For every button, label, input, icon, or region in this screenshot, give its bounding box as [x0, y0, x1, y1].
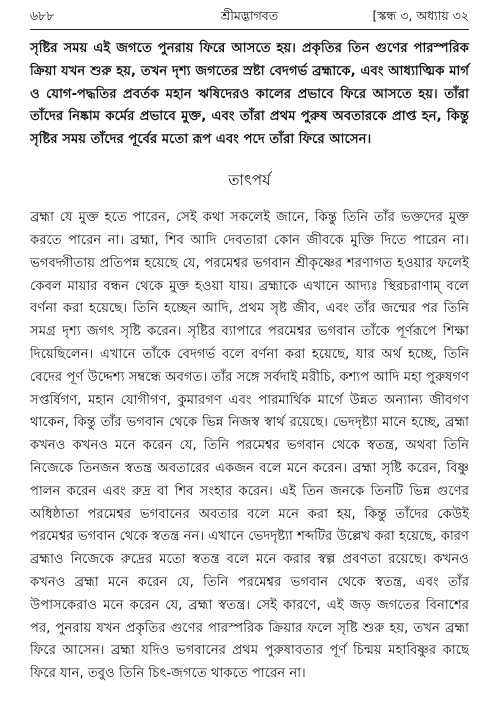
header-rule: [30, 29, 469, 30]
purport-paragraph: ব্রহ্মা যে মুক্ত হতে পারেন, সেই কথা সকলেই জানে, কিন্তু তিনি তাঁর ভক্তদের মুক্ত করতে পারেন না। ব্রহ্মা, শিব আদি দেবতারা কোন জীবকে মুক্তি দিতে পারেন না। ভগবদ্গীতায় প্রতিপন্ন হয়েছে যে, পরমেশ্বর ভগবান শ্রীকৃষ্ণের শরণাগত হওয়ার ফলেই কেবল মায়ার বন্ধন থেকে মুক্ত হওয়া যায়। ব্রহ্মাকে এখানে আদ্যঃ স্থিরচরাণাম্‌ বলে বর্ণনা করা হয়েছে। তিনি হচ্ছেন আদি, প্রথম সৃষ্ট জীব, এবং তাঁর জন্মের পর তিনি সমগ্র দৃশ্য জগৎ সৃষ্টি করেন। সৃষ্টির ব্যাপারে পরমেশ্বর ভগবান তাঁকে পূর্ণরূপে শিক্ষা দিয়েছিলেন। এখানে তাঁকে বেদগর্ভ বলে বর্ণনা করা হয়েছে, যার অর্থ হচ্ছে, তিনি বেদের পূর্ণ উদ্দেশ্য সম্বন্ধে অবগত। তাঁর সঙ্গে সর্বদাই মরীচি, কশ্যপ আদি মহা পুরুষগণ সপ্তর্ষিগণ, মহান যোগীগণ, কুমারগণ এবং পারমার্থিক মার্গে উন্নত অন্যান্য জীবগণ থাকেন, কিন্তু তাঁর ভগবান থেকে ভিন্ন নিজস্ব স্বার্থ রয়েছে। ভেদদৃষ্ট্যা মানে হচ্ছে, ব্রহ্মা কখনও কখনও মনে করেন যে, তিনি পরমেশ্বর ভগবান থেকে স্বতন্ত্র, অথবা তিনি নিজেকে তিনজন স্বতন্ত্র অবতারের একজন বলে মনে করেন। ব্রহ্মা সৃষ্টি করেন, বিষ্ণু পালন করেন এবং রুদ্র বা শিব সংহার করেন। এই তিন জনকে তিনটি ভিন্ন গুণের অধিষ্ঠাতা পরমেশ্বর ভগবানের অবতার বলে মনে করা হয়, কিন্তু তাঁদের কেউই পরমেশ্বর ভগবান থেকে স্বতন্ত্র নন। এখানে ভেদদৃষ্ট্যা শব্দটির উল্লেখ করা হয়েছে, কারণ ব্রহ্মাও নিজেকে রুদ্রের মতো স্বতন্ত্র বলে মনে করার স্বল্প প্রবণতা রয়েছে। কখনও কখনও ব্রহ্মা মনে করেন যে, তিনি পরমেশ্বর ভগবান থেকে স্বতন্ত্র, এবং তাঁর উপাসকেরাও মনে করেন যে, ব্রহ্মা স্বতন্ত্র। সেই কারণে, এই জড় জগতের বিনাশের পর, পুনরায় যখন প্রকৃতির গুণের পারস্পরিক ক্রিয়ার ফলে সৃষ্টি শুরু হয়, তখন ব্রহ্মা ফিরে আসেন। ব্রহ্মা যদিও ভগবানের প্রথম পুরুষাবতার পূর্ণ চিন্ময় মহাবিষ্ণুর কাছে ফিরে যান, তবুও তিনি চিৎ-জগতে থাকতে পারেন না।: [30, 210, 469, 682]
book-title: শ্রীমদ্ভাগবত: [220, 8, 279, 23]
section-reference: [স্কন্ধ ৩, অধ্যায় ৩২: [372, 8, 469, 23]
running-header: [30, 0, 469, 28]
page-number: ৬৮৮: [30, 8, 55, 23]
purport-heading: তাৎপর্য: [228, 170, 271, 189]
translation-paragraph: সৃষ্টির সময় এই জগতে পুনরায় ফিরে আসতে হয়। প্রকৃতির তিন গুণের পারস্পরিক ক্রিয়া যখন শুরু হয়, তখন দৃশ্য জগতের স্রষ্টা বেদগর্ভ ব্রহ্মাকে, এবং আধ্যাত্মিক মার্গ ও যোগ-পদ্ধতির প্রবর্তক মহান ঋষিদেরও কালের প্রভাবে ফিরে আসতে হয়। তাঁরা তাঁদের নিষ্কাম কর্মের প্রভাবে মুক্ত, এবং তাঁরা প্রথম পুরুষ অবতারকে প্রাপ্ত হন, কিন্তু সৃষ্টির সময় তাঁদের পূর্বের মতো রূপ এবং পদে তাঁরা ফিরে আসেন।: [30, 41, 469, 148]
